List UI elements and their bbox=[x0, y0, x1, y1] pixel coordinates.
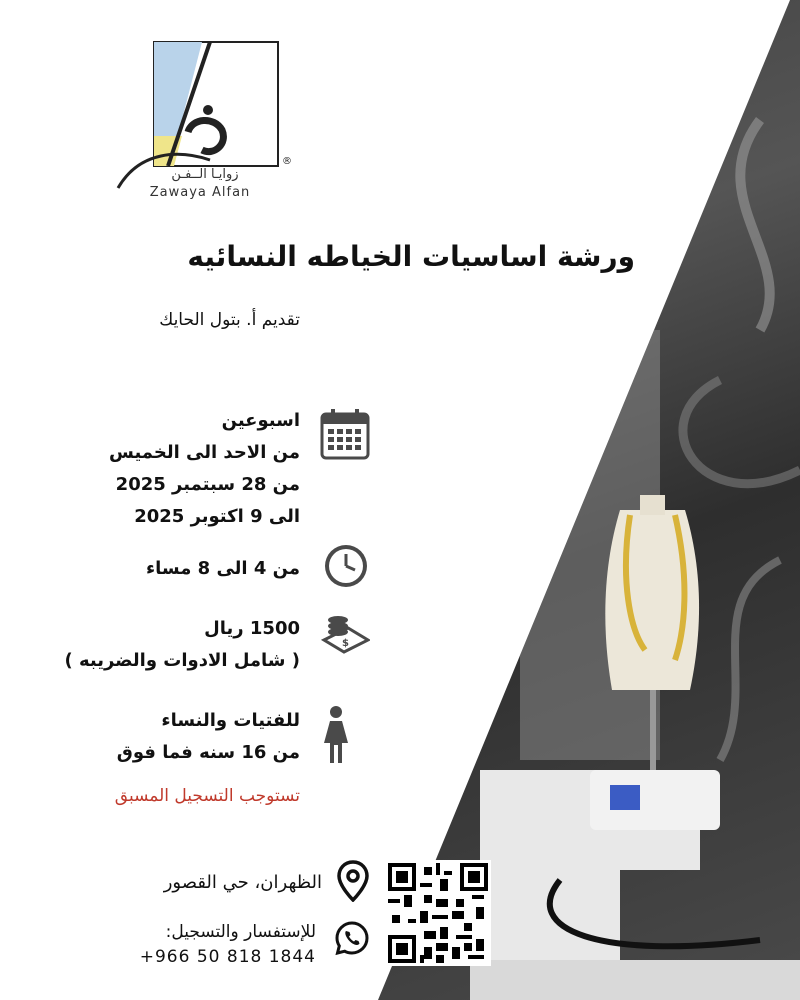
audience-line2: من 16 سنه فما فوق bbox=[116, 742, 300, 763]
presenter: تقديم أ. بتول الحايك bbox=[159, 310, 300, 330]
time: من 4 الى 8 مساء bbox=[145, 558, 300, 579]
workshop-title: ورشة اساسيات الخياطه النسائيه bbox=[187, 240, 635, 273]
clock-icon bbox=[323, 543, 369, 593]
whatsapp-icon[interactable] bbox=[334, 920, 370, 960]
contact-phone[interactable]: +966 50 818 1844 bbox=[139, 947, 316, 967]
location-text: الظهران، حي القصور bbox=[163, 872, 322, 893]
schedule-duration: اسبوعين bbox=[221, 410, 300, 431]
audience-line1: للفتيات والنساء bbox=[161, 710, 300, 731]
woman-icon bbox=[323, 705, 349, 769]
registered-mark: ® bbox=[282, 156, 292, 167]
location-pin-icon bbox=[336, 860, 370, 906]
price-amount: 1500 ريال bbox=[204, 618, 300, 639]
svg-text:$: $ bbox=[342, 638, 349, 649]
brand-name-ar: زوايـا الــفـن bbox=[171, 167, 239, 182]
price-block bbox=[64, 613, 300, 677]
calendar-icon bbox=[320, 408, 370, 464]
audience-block bbox=[117, 705, 300, 769]
qr-code[interactable] bbox=[385, 860, 491, 966]
schedule-to: الى 9 اكتوبر 2025 bbox=[134, 506, 300, 527]
registration-notice: تستوجب التسجيل المسبق bbox=[114, 786, 300, 806]
brand-name-en: Zawaya Alfan bbox=[149, 185, 251, 200]
schedule-block bbox=[109, 405, 300, 533]
money-icon bbox=[320, 610, 370, 660]
contact-label: للإستفسار والتسجيل: bbox=[165, 922, 316, 942]
schedule-days: من الاحد الى الخميس bbox=[109, 442, 300, 463]
schedule-from: من 28 سبتمبر 2025 bbox=[115, 474, 300, 495]
price-note: ( شامل الادوات والضريبه ) bbox=[64, 650, 300, 671]
